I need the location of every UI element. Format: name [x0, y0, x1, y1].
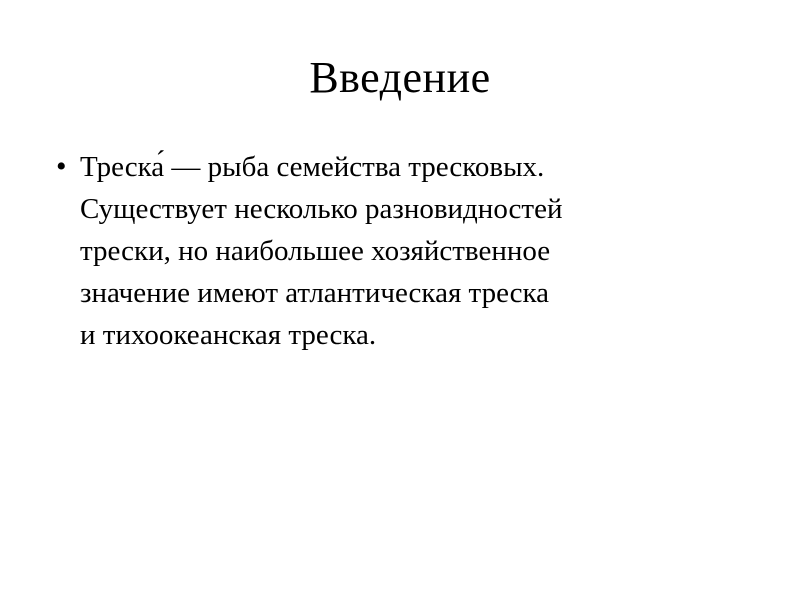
- bullet-line: и тихоокеанская треска.: [80, 319, 377, 351]
- bullet-line: Существует несколько разновидностей: [80, 193, 563, 225]
- bullet-line: значение имеют атлантическая треска: [80, 277, 550, 309]
- bullet-line: трески, но наибольшее хозяйственное: [80, 235, 551, 267]
- bullet-icon: •: [56, 150, 67, 183]
- bullet-text: [80, 146, 740, 356]
- slide-title: Введение: [309, 53, 491, 102]
- bullet-item: [40, 146, 740, 356]
- bullet-list: [40, 146, 740, 356]
- bullet-line: Треска́ — рыба семейства тресковых.: [80, 151, 545, 183]
